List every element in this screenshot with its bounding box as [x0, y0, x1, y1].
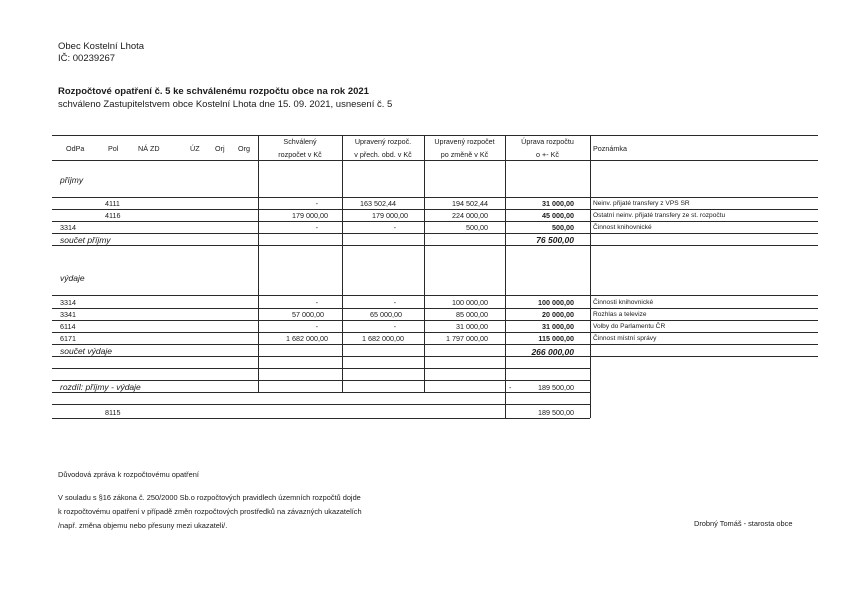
row-uprava: 20 000,00: [542, 310, 574, 319]
row-schvaleny: -: [315, 322, 318, 331]
row-schvaleny: 1 682 000,00: [286, 334, 328, 343]
difference-sign: -: [509, 383, 512, 392]
row-poznamka: Rozhlas a televize: [593, 311, 647, 318]
row-po-zmene: 31 000,00: [456, 322, 488, 331]
col-header-org: Org: [238, 144, 250, 153]
expense-sum-label: součet výdaje: [60, 346, 112, 356]
row-upraveny: -: [393, 223, 396, 232]
row-poznamka: Ostatní neinv. přijaté transfery ze st. rozpočtu: [593, 212, 726, 219]
row-code: 6171: [60, 334, 76, 343]
row-uprava: 115 000,00: [538, 334, 574, 343]
financing-code: 8115: [105, 408, 121, 417]
row-uprava: 500,00: [552, 223, 574, 232]
col-header-uprava-line2: o +- Kč: [536, 150, 559, 159]
row-poznamka: Činnosti knihovnické: [593, 299, 654, 306]
col-header-po-zmene-line2: po změně v Kč: [440, 150, 489, 159]
row-poznamka: Neinv. přijaté transfery z VPS SR: [593, 200, 690, 207]
col-header-orj: Orj: [215, 144, 225, 153]
row-schvaleny: 179 000,00: [292, 211, 328, 220]
col-header-uz: ÚZ: [190, 144, 200, 153]
row-po-zmene: 224 000,00: [452, 211, 488, 220]
justification-heading: Důvodová zpráva k rozpočtovému opatření: [58, 470, 199, 479]
row-uprava: 45 000,00: [542, 211, 574, 220]
col-header-po-zmene-line1: Upravený rozpočet: [434, 137, 495, 146]
row-uprava: 100 000,00: [538, 298, 574, 307]
row-upraveny: 179 000,00: [372, 211, 408, 220]
col-header-nazd: NÁ ZD: [138, 144, 160, 153]
row-code: 3341: [60, 310, 76, 319]
row-upraveny: -: [393, 298, 396, 307]
row-upraveny: 163 502,44: [360, 199, 396, 208]
section-label-vydaje: výdaje: [60, 273, 85, 283]
row-po-zmene: 85 000,00: [456, 310, 488, 319]
difference-label: rozdíl: příjmy - výdaje: [60, 382, 141, 392]
row-uprava: 31 000,00: [542, 322, 574, 331]
row-po-zmene: 500,00: [466, 223, 488, 232]
row-code: 4116: [105, 211, 121, 220]
row-code: 3314: [60, 223, 76, 232]
section-label-prijmy: příjmy: [60, 175, 84, 185]
financing-value: 189 500,00: [538, 408, 574, 417]
justification-line-2: k rozpočtovému opatření v případě změn rozpočtových prostředků na závazných ukazatelích: [58, 507, 362, 516]
row-upraveny: 65 000,00: [370, 310, 402, 319]
row-code: 3314: [60, 298, 76, 307]
row-schvaleny: -: [315, 199, 318, 208]
row-schvaleny: 57 000,00: [292, 310, 324, 319]
difference-value: 189 500,00: [538, 383, 574, 392]
col-header-upraveny-line1: Upravený rozpoč.: [354, 137, 412, 146]
col-header-poznamka: Poznámka: [593, 144, 627, 153]
income-sum-label: součet příjmy: [60, 235, 111, 245]
document-title: Rozpočtové opatření č. 5 ke schválenému rozpočtu obce na rok 2021: [58, 86, 369, 97]
income-sum-value: 76 500,00: [536, 235, 574, 245]
row-po-zmene: 1 797 000,00: [446, 334, 488, 343]
justification-line-1: V souladu s §16 zákona č. 250/2000 Sb.o rozpočtových pravidlech územních rozpočtů dojde: [58, 493, 361, 502]
col-header-schvaleny-line2: rozpočet v Kč: [278, 150, 322, 159]
row-uprava: 31 000,00: [542, 199, 574, 208]
col-header-schvaleny-line1: Schválený: [283, 137, 317, 146]
col-header-upraveny-line2: v přech. obd. v Kč: [354, 150, 412, 159]
row-poznamka: Volby do Parlamentu ČR: [593, 323, 666, 330]
row-po-zmene: 100 000,00: [452, 298, 488, 307]
row-po-zmene: 194 502,44: [452, 199, 488, 208]
row-upraveny: 1 682 000,00: [362, 334, 404, 343]
justification-line-3: /např. změna objemu nebo přesuny mezi ukazateli/.: [58, 521, 228, 530]
col-header-odpa: OdPa: [66, 144, 85, 153]
expense-sum-value: 266 000,00: [531, 347, 574, 357]
col-header-pol: Pol: [108, 144, 119, 153]
row-code: 6114: [60, 322, 76, 331]
col-header-uprava-line1: Úprava rozpočtu: [521, 137, 574, 146]
row-poznamka: Činnost místní správy: [593, 335, 657, 342]
row-poznamka: Činnost knihovnické: [593, 224, 652, 231]
row-schvaleny: -: [315, 223, 318, 232]
row-code: 4111: [105, 199, 120, 208]
approval-line: schváleno Zastupitelstvem obce Kostelní Lhota dne 15. 09. 2021, usnesení č. 5: [58, 99, 393, 110]
mayor-signature: Drobný Tomáš - starosta obce: [694, 519, 793, 528]
row-upraveny: -: [393, 322, 396, 331]
ico-number: IČ: 00239267: [58, 53, 116, 64]
row-schvaleny: -: [315, 298, 318, 307]
municipality-name: Obec Kostelní Lhota: [58, 41, 145, 52]
